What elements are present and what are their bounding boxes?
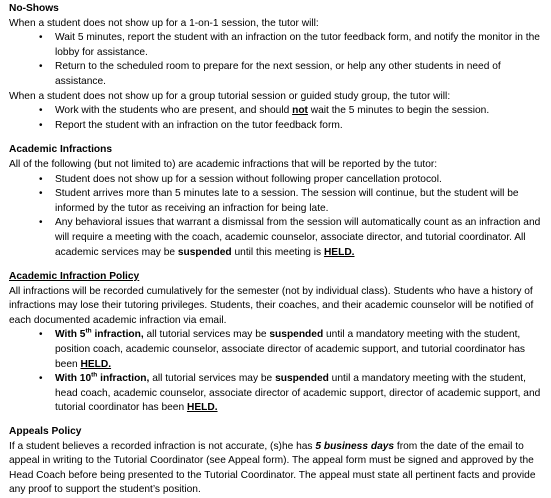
list-item: • Student arrives more than 5 minutes late to a session. The session will continue, but the student will be informed by the tutor as receiving an infraction for being late.	[55, 187, 545, 216]
list-item: • Any behavioral issues that warrant a dismissal from the session will automatically count as an infraction and will require a meeting with the coach, academic counselor, associate director, and tutorial coordinator. All academic services may be suspended until this meeting is HELD.	[55, 216, 545, 260]
appeals-policy-text: If a student believes a recorded infraction is not accurate, (s)he has 5 business days from the date of the email to appeal in writing to the Tutorial Coordinator (see Appeal form). The appeal form must be signed and approved by the Head Coach before being presented to the Tutorial Coordinator. The appeal must state all pertinent facts and provide any proof to support the student’s position.	[9, 440, 536, 496]
no-shows-section	[9, 2, 545, 133]
academic-infraction-policy-section	[9, 270, 545, 416]
academic-infractions-section	[9, 143, 545, 260]
emphasis-not: not	[292, 105, 308, 117]
list-item: • Work with the students who are present, and should not wait the 5 minutes to begin the session.	[55, 104, 545, 119]
list-item: • Return to the scheduled room to prepare for the next session, or help any other students in need of assistance.	[55, 60, 545, 89]
list-item: • Student does not show up for a session without following proper cancellation protocol.	[55, 173, 545, 188]
no-shows-intro-individual: When a student does not show up for a 1-on-1 session, the tutor will:	[9, 17, 319, 29]
list-item: • Wait 5 minutes, report the student with an infraction on the tutor feedback form, and notify the monitor in the lobby for assistance.	[55, 31, 545, 60]
no-shows-intro-group: When a student does not show up for a group tutorial session or guided study group, the tutor will:	[9, 90, 451, 102]
academic-infraction-policy-list	[9, 328, 545, 416]
academic-infractions-list	[9, 173, 545, 261]
no-shows-group-list	[9, 104, 545, 133]
no-shows-heading: No-Shows	[9, 3, 59, 14]
list-item: • With 5th infraction, all tutorial services may be suspended until a mandatory meeting with the student, position coach, academic counselor, associate director of academic support, and tutorial coordinator has been HELD.	[55, 328, 545, 372]
no-shows-individual-list	[9, 31, 545, 89]
appeals-policy-section	[9, 425, 545, 498]
list-item: • Report the student with an infraction on the tutor feedback form.	[55, 119, 545, 134]
academic-infractions-intro: All of the following (but not limited to) are academic infractions that will be reported by the tutor:	[9, 158, 438, 170]
list-item: • With 10th infraction, all tutorial services may be suspended until a mandatory meeting with the student, head coach, academic counselor, associate director of academic support, director of academic support, and tutorial coordinator has been HELD.	[55, 372, 545, 416]
appeals-policy-heading: Appeals Policy	[9, 426, 82, 438]
academic-infractions-heading: Academic Infractions	[9, 144, 113, 156]
academic-infraction-policy-heading: Academic Infraction Policy	[9, 271, 140, 283]
academic-infraction-policy-intro: All infractions will be recorded cumulatively for the semester (not by individual class). Students who have a history of infractions may lose their tutoring privileges. Students, their coaches, and their academic counselor will be notified of each documented academic infraction via email.	[9, 285, 534, 326]
